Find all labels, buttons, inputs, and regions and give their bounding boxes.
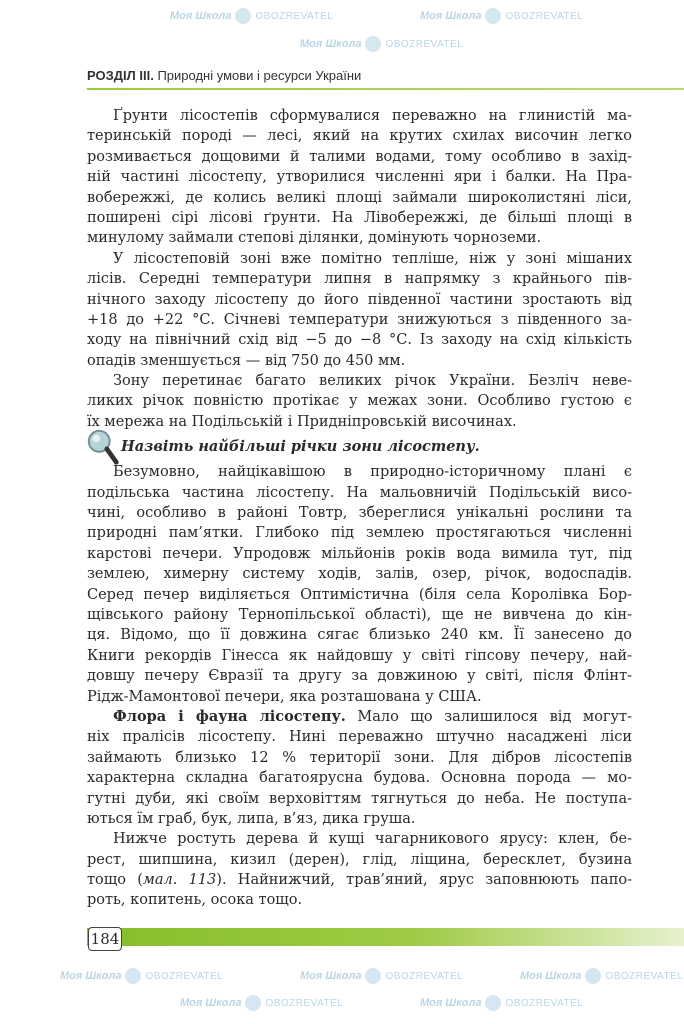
question-prompt: [87, 432, 632, 462]
watermark-logo-icon: [485, 995, 501, 1011]
watermark: Моя Школа OBOZREVATEL: [420, 995, 583, 1011]
text-line: роть, копитень, осока тощо.: [87, 892, 303, 909]
paragraph-shrubs: [87, 829, 632, 911]
text-segment: тощо (: [87, 872, 143, 889]
text-line: +18 до +22 °С. Січневі температури знижуються з південного за-: [87, 311, 632, 328]
text-line: подільська частина лісостепу. На мальовничій Подільській висо-: [87, 484, 632, 501]
page-body: [87, 106, 632, 911]
watermark: Моя Школа OBOZREVATEL: [420, 8, 583, 24]
running-header: [87, 68, 361, 83]
header-divider: [87, 88, 684, 90]
text-line: щівського району Тернопільської області), ще не вивчена до кін-: [87, 606, 632, 623]
figure-reference[interactable]: мал. 113: [142, 872, 217, 889]
watermark: Моя Школа OBOZREVATEL: [170, 8, 333, 24]
paragraph: [87, 249, 632, 371]
watermark: Моя Школа OBOZREVATEL: [180, 995, 343, 1011]
text-line: ються їм граб, бук, липа, в’яз, дика груша.: [87, 810, 416, 827]
text-line: Книги рекордів Гінесса як найдовшу у світі гіпсову печеру, най-: [87, 647, 632, 664]
watermark-logo-icon: [125, 968, 141, 984]
footer-bar: [87, 928, 684, 946]
text-line: вобережжі, де колись великі площі займали широколистяні ліси,: [87, 189, 632, 206]
text-line: гутні дуби, які своїм верховіттям тягнуться до неба. Не поступа-: [87, 790, 632, 807]
text-line: Ґрунти лісостепів сформувалися переважно на глинистій ма-: [113, 108, 632, 124]
flora-heading: Флора і фауна лісостепу.: [113, 707, 346, 725]
text-line: Серед печер виділяється Оптимістична (біля села Королівка Бор-: [87, 586, 632, 603]
text-line: Нижче ростуть дерева й кущі чагарникового ярусу: клен, бе-: [113, 831, 632, 848]
magnifier-icon: [85, 428, 121, 466]
text-line: Зону перетинає багато великих річок України. Безліч неве-: [113, 373, 632, 390]
text-line: чині, особливо в районі Товтр, збереглися унікальні рослини та: [87, 505, 632, 522]
text-line: характерна складна багатоярусна будова. Основна порода — мо-: [87, 770, 632, 787]
text-line: довшу печеру Євразії та другу за довжиною у світі, після Флінт-: [87, 668, 632, 685]
text-line: ходу на північний схід від −5 до −8 °С. Із заходу на схід кількість: [87, 332, 632, 349]
watermark: Моя Школа OBOZREVATEL: [60, 968, 223, 984]
text-line: ликих річок повністю протікає у межах зони. Особливо густою є: [87, 393, 632, 410]
watermark-logo-icon: [585, 968, 601, 984]
text-line: нічного заходу лісостепу до його південної частини зростають від: [87, 291, 632, 308]
text-line: У лісостеповій зоні вже помітно тепліше, ніж у зоні мішаних: [113, 250, 632, 267]
text-line: займають близько 12 % території зони. Для дібров лісостепів: [87, 749, 632, 766]
text-line: лісів. Середні температури липня в напрямку з крайнього пів-: [87, 271, 632, 288]
text-line: поширені сірі лісові ґрунти. На Лівобережжі, де більші площі в: [87, 209, 632, 226]
paragraph-flora: [87, 707, 632, 829]
text-line: ній частині лісостепу, утворилися численні яри і балки. На Пра-: [87, 169, 632, 186]
watermark-logo-icon: [245, 995, 261, 1011]
text-line: їх мережа на Подільській і Придніпровській височинах.: [87, 413, 517, 430]
text-line: карстові печери. Упродовж мільйонів років вода вимила тут, під: [87, 545, 632, 562]
text-line: Мало що залишилося від могут-: [345, 708, 632, 725]
watermark: Моя Школа OBOZREVATEL: [300, 36, 463, 52]
text-line: Безумовно, найцікавішою в природно-історичному плані є: [113, 464, 632, 481]
text-line: теринській породі — лесі, який на крутих схилах височин легко: [87, 128, 632, 145]
text-line: розмивається дощовими й талими водами, тому особливо в захід-: [87, 148, 632, 165]
section-label: РОЗДІЛ III.: [87, 68, 154, 83]
question-text: Назвіть найбільші річки зони лісостепу.: [121, 438, 480, 456]
watermark-logo-icon: [235, 8, 251, 24]
text-line: Рідж-Мамонтової печери, яка розташована у США.: [87, 688, 482, 705]
text-segment: ). Найнижчий, трав’яний, ярус заповнюють папо-: [216, 872, 632, 889]
watermark: Моя Школа OBOZREVATEL: [300, 968, 463, 984]
paragraph-podillia: [87, 462, 632, 707]
text-line: ця. Відомо, що її довжина сягає близько 240 км. Її занесено до: [87, 627, 632, 644]
paragraph: [87, 106, 632, 249]
watermark-logo-icon: [365, 36, 381, 52]
text-line: землею, химерну систему ходів, залів, озер, річок, водоспадів.: [87, 566, 632, 583]
paragraph: [87, 371, 632, 432]
watermark-logo-icon: [485, 8, 501, 24]
section-title: Природні умови і ресурси України: [157, 68, 362, 83]
text-line: природні пам’ятки. Глибоко під землею простягаються численні: [87, 525, 632, 542]
watermark: Моя Школа OBOZREVATEL: [520, 968, 683, 984]
watermark-logo-icon: [365, 968, 381, 984]
text-line: опадів зменшується — від 750 до 450 мм.: [87, 352, 406, 369]
page-number: 184: [88, 927, 122, 951]
text-line: ніх пралісів лісостепу. Нині переважно штучно насаджені ліси: [87, 729, 632, 746]
text-line: рест, шипшина, кизил (дерен), глід, ліщина, бересклет, бузина: [87, 851, 632, 868]
text-line: минулому займали степові ділянки, домінують чорноземи.: [87, 230, 542, 247]
intro-paragraphs: [87, 106, 632, 432]
